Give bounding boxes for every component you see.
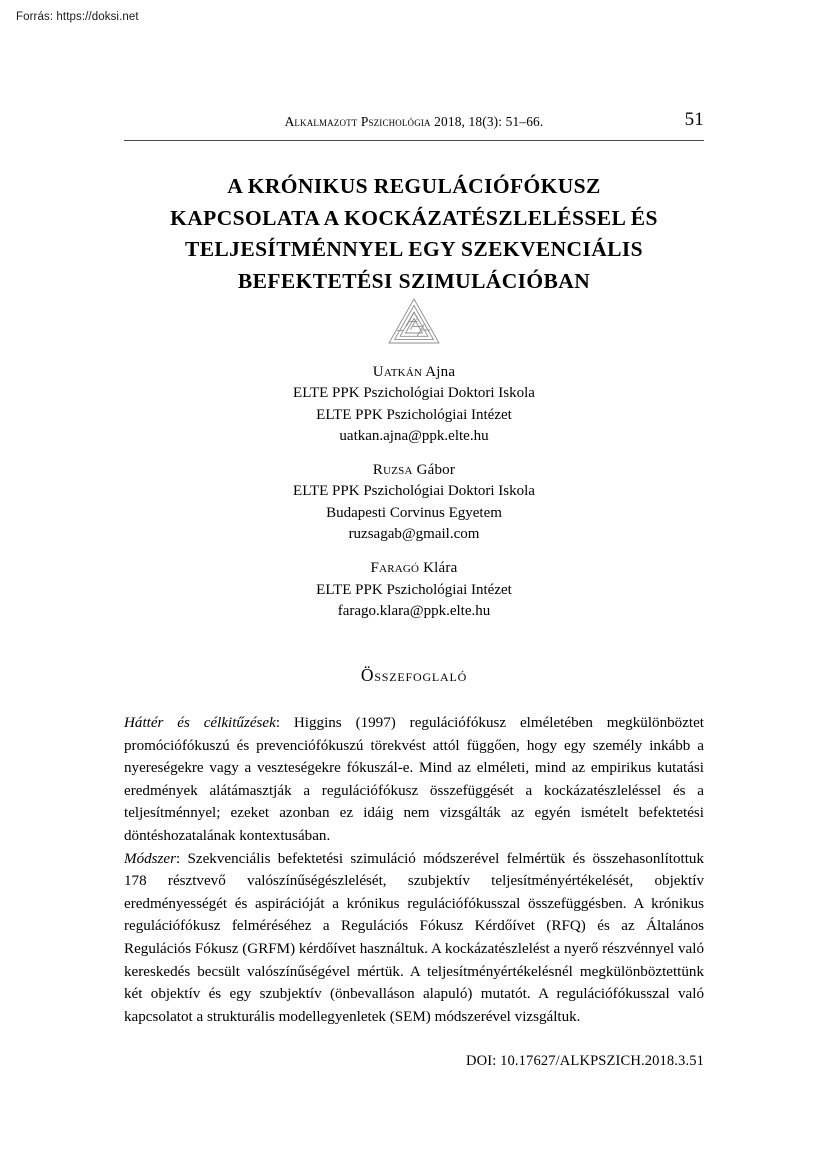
author-affiliation: ELTE PPK Pszichológiai Intézet	[316, 406, 512, 423]
title-line-1: A KRÓNIKUS REGULÁCIÓFÓKUSZ	[227, 174, 601, 199]
author-block	[124, 558, 704, 622]
journal-citation	[124, 114, 704, 130]
abstract-paragraph-text: : Szekvenciális befektetési szimuláció módszerével felmértük és összehasonlítottuk 178 résztvevő valószínűségészlelését, szubjektív teljesítményértékelését, objektív eredményességét és aspirációját a krónikus regulációfókusszal összefüggésben. A krónikus regulációfókusz felméréséhez a Regulációs Fókusz Kérdőívet (RFQ) és az Általános Regulációs Fókusz (GRFM) kérdőívet használtuk. A kockázatészlelést a nyerő részvénnyel való kereskedés becsült valószínűségével mértük. A teljesítményértékelésnél megkülönböztettünk két objektív és egy szubjektív (önbevalláson alapuló) mutatót. A regulációfókusszal való kapcsolatot a strukturális modellegyenletek (SEM) módszerével vizsgáltuk.	[124, 850, 704, 1025]
author-name	[124, 460, 704, 481]
author-list	[124, 362, 704, 622]
title-line-3: TELJESÍTMÉNNYEL EGY SZEKVENCIÁLIS	[184, 237, 644, 262]
abstract-paragraph-text: : Higgins (1997) regulációfókusz elméletében megkülönböztet promóciófókuszú és prevenciófókuszú törekvést attól függően, hogy egy személy inkább a nyereségekre vagy a veszteségekre fókuszál-e. Mind az elméleti, mind az empirikus kutatási eredmények alátámasztják a regulációfókusz összefüggését a kockázatészleléssel és a teljesítménnyel; ezeket azonban ez idáig nem vizsgálták az egyén ismételt befektetési döntéshozatalának kontextusában.	[124, 715, 704, 844]
author-email[interactable]: ruzsagab@gmail.com	[348, 526, 480, 543]
abstract-paragraph	[124, 848, 704, 1029]
author-block	[124, 460, 704, 545]
page-title	[124, 171, 704, 297]
title-line-2: KAPCSOLATA A KOCKÁZATÉSZLELÉSSEL ÉS	[170, 205, 658, 230]
source-watermark: Forrás: https://doksi.net	[16, 11, 139, 23]
doi-line[interactable]: DOI: 10.17627/ALKPSZICH.2018.3.51	[465, 1053, 704, 1069]
running-head	[124, 109, 704, 141]
journal-issue: 2018, 18(3): 51–66.	[430, 114, 544, 129]
author-given-name: Ajna	[422, 364, 456, 380]
journal-name: Alkalmazott Pszichológia	[284, 114, 431, 129]
author-affiliation: ELTE PPK Pszichológiai Intézet	[316, 581, 512, 598]
author-given-name: Klára	[419, 560, 458, 577]
author-email[interactable]: farago.klara@ppk.elte.hu	[337, 602, 491, 619]
author-affiliation: Budapesti Corvinus Egyetem	[326, 504, 502, 521]
author-affiliation: ELTE PPK Pszichológiai Doktori Iskola	[293, 483, 535, 500]
title-line-4: BEFEKTETÉSI SZIMULÁCIÓBAN	[237, 268, 591, 293]
author-given-name: Gábor	[412, 462, 456, 479]
abstract-paragraph	[124, 712, 704, 848]
abstract-paragraph-lead: Háttér és célkitűzések	[124, 715, 276, 731]
author-name	[124, 558, 704, 579]
author-email[interactable]: uatkan.ajna@ppk.elte.hu	[339, 427, 489, 444]
penrose-triangle-icon	[386, 296, 442, 348]
author-surname: Uatkán	[372, 364, 423, 380]
page-number: 51	[684, 109, 704, 130]
author-surname: Faragó	[370, 560, 420, 577]
author-surname: Ruzsa	[372, 462, 413, 479]
author-block	[124, 362, 704, 447]
author-name	[124, 362, 704, 383]
author-affiliation: ELTE PPK Pszichológiai Doktori Iskola	[293, 385, 535, 402]
abstract-paragraph-lead: Módszer	[124, 850, 176, 867]
abstract-body	[124, 712, 704, 1028]
abstract-heading: Összefoglaló	[360, 665, 468, 685]
journal-emblem	[0, 296, 827, 348]
